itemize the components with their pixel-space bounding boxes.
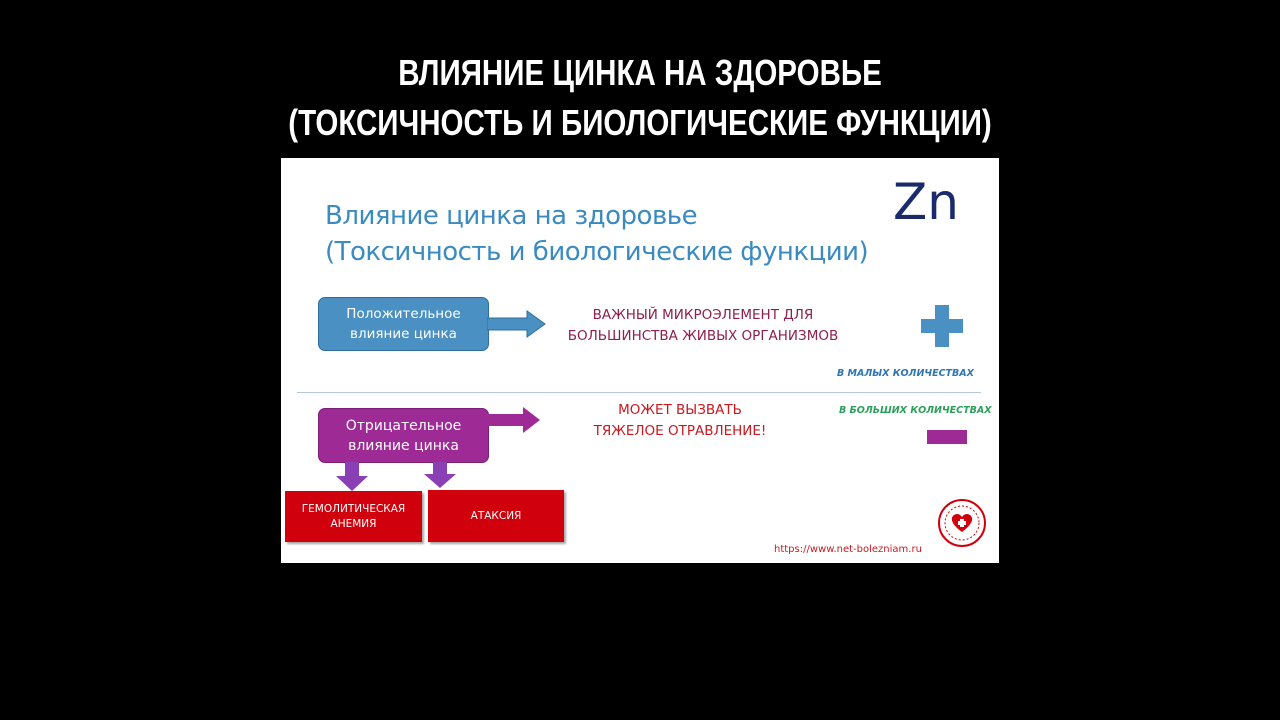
slide-title-line2: (Токсичность и биологические функции) (325, 237, 869, 267)
negative-box-line2: влияние цинка (348, 437, 459, 454)
negative-effect-box (318, 408, 489, 463)
element-symbol: Zn (893, 173, 959, 231)
slide-title-line1: Влияние цинка на здоровье (325, 201, 698, 231)
video-title (115, 48, 1165, 148)
consequence-1-line1: ГЕМОЛИТИЧЕСКАЯ (301, 502, 406, 515)
slide-title (325, 198, 868, 270)
arrow-right-icon (487, 310, 547, 338)
consequence-2-line1: АТАКСИЯ (470, 509, 522, 522)
section-divider (297, 392, 981, 393)
quantity-small-label: В МАЛЫХ КОЛИЧЕСТВАХ (837, 368, 974, 379)
positive-box-line2: влияние цинка (350, 326, 457, 342)
consequence-box-hemolytic-anemia (285, 491, 422, 542)
video-title-line2: (ТОКСИЧНОСТЬ И БИОЛОГИЧЕСКИЕ ФУНКЦИИ) (288, 102, 992, 143)
minus-icon (927, 430, 967, 444)
quantity-large-label: В БОЛЬШИХ КОЛИЧЕСТВАХ (839, 405, 992, 416)
heart-seal-logo (937, 498, 987, 548)
arrow-down-icon (423, 462, 457, 489)
positive-effect-line1: ВАЖНЫЙ МИКРОЭЛЕМЕНТ ДЛЯ (592, 307, 814, 323)
presentation-slide (281, 158, 999, 563)
positive-box-line1: Положительное (346, 306, 461, 322)
video-title-line1: ВЛИЯНИЕ ЦИНКА НА ЗДОРОВЬЕ (398, 52, 882, 93)
source-url: https://www.net-bolezniam.ru (774, 544, 922, 555)
negative-box-line1: Отрицательное (345, 417, 462, 434)
negative-effect-line2: ТЯЖЕЛОЕ ОТРАВЛЕНИЕ! (593, 423, 767, 439)
positive-effect-line2: БОЛЬШИНСТВА ЖИВЫХ ОРГАНИЗМОВ (567, 328, 839, 344)
negative-effect-text (575, 400, 785, 442)
negative-effect-line1: МОЖЕТ ВЫЗВАТЬ (618, 402, 742, 418)
consequence-1-line2: АНЕМИЯ (330, 517, 377, 530)
consequence-box-ataxia (428, 490, 564, 542)
plus-icon (921, 305, 963, 347)
arrow-down-icon (335, 462, 369, 492)
arrow-right-icon (485, 406, 541, 434)
positive-effect-text (553, 305, 853, 347)
positive-effect-box (318, 297, 489, 351)
